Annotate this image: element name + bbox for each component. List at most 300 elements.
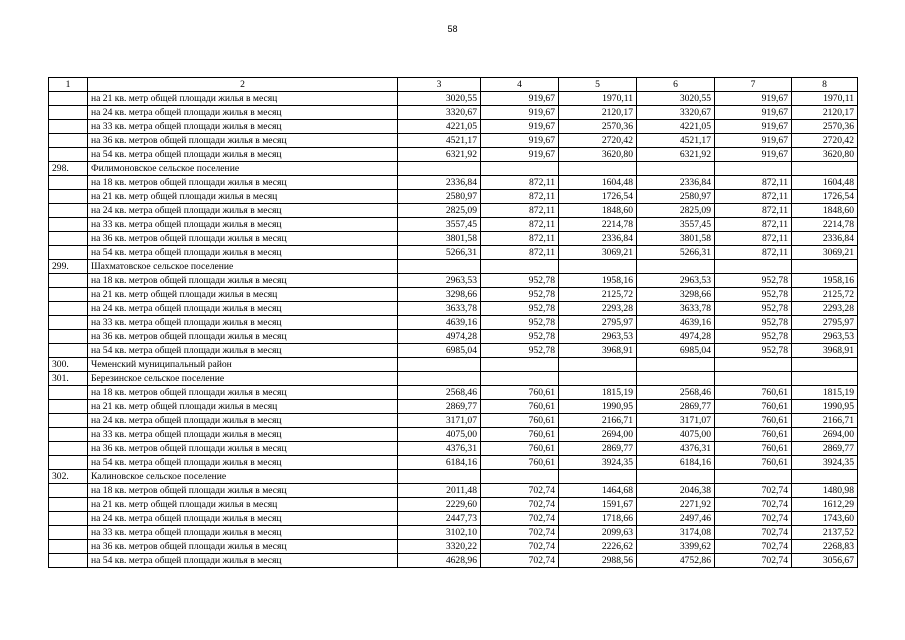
empty-cell xyxy=(792,260,858,274)
value-cell: 3020,55 xyxy=(637,92,715,106)
value-cell: 760,61 xyxy=(481,400,559,414)
value-cell: 3399,62 xyxy=(637,540,715,554)
table-row xyxy=(49,526,858,540)
value-cell: 4974,28 xyxy=(398,330,481,344)
value-cell: 952,78 xyxy=(481,316,559,330)
value-cell: 760,61 xyxy=(481,386,559,400)
row-description: на 54 кв. метра общей площади жилья в месяц xyxy=(88,554,398,568)
section-title: Березинское сельское поселение xyxy=(88,372,398,386)
row-number xyxy=(49,512,88,526)
empty-cell xyxy=(792,372,858,386)
table-row xyxy=(49,484,858,498)
value-cell: 1726,54 xyxy=(792,190,858,204)
value-cell: 2720,42 xyxy=(792,134,858,148)
value-cell: 1718,66 xyxy=(559,512,637,526)
row-description: на 54 кв. метра общей площади жилья в месяц xyxy=(88,148,398,162)
column-number: 2 xyxy=(88,78,398,92)
value-cell: 919,67 xyxy=(481,120,559,134)
row-number xyxy=(49,316,88,330)
value-cell: 760,61 xyxy=(715,400,792,414)
empty-cell xyxy=(715,260,792,274)
empty-cell xyxy=(481,470,559,484)
value-cell: 2166,71 xyxy=(559,414,637,428)
value-cell: 702,74 xyxy=(481,540,559,554)
value-cell: 872,11 xyxy=(481,176,559,190)
row-number: 298. xyxy=(49,162,88,176)
value-cell: 4521,17 xyxy=(398,134,481,148)
value-cell: 872,11 xyxy=(715,204,792,218)
value-cell: 702,74 xyxy=(715,498,792,512)
value-cell: 2120,17 xyxy=(792,106,858,120)
row-number xyxy=(49,246,88,260)
value-cell: 2568,46 xyxy=(637,386,715,400)
value-cell: 1970,11 xyxy=(792,92,858,106)
page-number: 58 xyxy=(447,24,458,34)
value-cell: 1990,95 xyxy=(792,400,858,414)
empty-cell xyxy=(481,372,559,386)
value-cell: 872,11 xyxy=(715,176,792,190)
empty-cell xyxy=(637,470,715,484)
section-title: Филимоновское сельское поселение xyxy=(88,162,398,176)
row-description: на 24 кв. метра общей площади жилья в месяц xyxy=(88,204,398,218)
value-cell: 872,11 xyxy=(715,232,792,246)
value-cell: 4628,96 xyxy=(398,554,481,568)
column-number: 3 xyxy=(398,78,481,92)
section-title: Шахматовское сельское поселение xyxy=(88,260,398,274)
value-cell: 2166,71 xyxy=(792,414,858,428)
value-cell: 1958,16 xyxy=(559,274,637,288)
table-row xyxy=(49,554,858,568)
empty-cell xyxy=(637,162,715,176)
table-row xyxy=(49,148,858,162)
row-description: на 21 кв. метр общей площади жилья в месяц xyxy=(88,190,398,204)
empty-cell xyxy=(481,162,559,176)
value-cell: 3298,66 xyxy=(637,288,715,302)
value-cell: 2869,77 xyxy=(398,400,481,414)
value-cell: 2580,97 xyxy=(398,190,481,204)
value-cell: 3801,58 xyxy=(398,232,481,246)
row-number xyxy=(49,190,88,204)
value-cell: 760,61 xyxy=(481,442,559,456)
value-cell: 919,67 xyxy=(481,92,559,106)
value-cell: 760,61 xyxy=(715,386,792,400)
row-description: на 36 кв. метров общей площади жилья в месяц xyxy=(88,330,398,344)
value-cell: 952,78 xyxy=(715,344,792,358)
empty-cell xyxy=(398,372,481,386)
value-cell: 2120,17 xyxy=(559,106,637,120)
value-cell: 1604,48 xyxy=(792,176,858,190)
section-title: Чеменский муниципальный район xyxy=(88,358,398,372)
table-row xyxy=(49,134,858,148)
value-cell: 952,78 xyxy=(481,344,559,358)
table-row xyxy=(49,204,858,218)
value-cell: 3924,35 xyxy=(559,456,637,470)
row-description: на 24 кв. метра общей площади жилья в месяц xyxy=(88,106,398,120)
value-cell: 3320,67 xyxy=(398,106,481,120)
row-description: на 24 кв. метра общей площади жилья в месяц xyxy=(88,512,398,526)
value-cell: 2497,46 xyxy=(637,512,715,526)
value-cell: 952,78 xyxy=(715,330,792,344)
value-cell: 760,61 xyxy=(715,428,792,442)
value-cell: 952,78 xyxy=(715,302,792,316)
empty-cell xyxy=(559,358,637,372)
value-cell: 702,74 xyxy=(481,554,559,568)
table-row xyxy=(49,190,858,204)
value-cell: 4639,16 xyxy=(398,316,481,330)
table-row xyxy=(49,106,858,120)
value-cell: 702,74 xyxy=(715,540,792,554)
empty-cell xyxy=(637,358,715,372)
value-cell: 872,11 xyxy=(481,190,559,204)
value-cell: 872,11 xyxy=(481,218,559,232)
value-cell: 952,78 xyxy=(481,274,559,288)
value-cell: 2570,36 xyxy=(559,120,637,134)
value-cell: 4376,31 xyxy=(637,442,715,456)
value-cell: 702,74 xyxy=(481,498,559,512)
value-cell: 2226,62 xyxy=(559,540,637,554)
row-description: на 33 кв. метра общей площади жилья в месяц xyxy=(88,120,398,134)
value-cell: 5266,31 xyxy=(637,246,715,260)
value-cell: 2447,73 xyxy=(398,512,481,526)
value-cell: 6184,16 xyxy=(637,456,715,470)
value-cell: 3171,07 xyxy=(398,414,481,428)
value-cell: 4075,00 xyxy=(637,428,715,442)
value-cell: 3633,78 xyxy=(398,302,481,316)
row-number xyxy=(49,218,88,232)
value-cell: 3171,07 xyxy=(637,414,715,428)
empty-cell xyxy=(637,372,715,386)
value-cell: 3620,80 xyxy=(792,148,858,162)
value-cell: 2869,77 xyxy=(637,400,715,414)
value-cell: 702,74 xyxy=(715,526,792,540)
value-cell: 3801,58 xyxy=(637,232,715,246)
value-cell: 702,74 xyxy=(715,484,792,498)
table-row xyxy=(49,232,858,246)
row-number xyxy=(49,554,88,568)
value-cell: 2214,78 xyxy=(792,218,858,232)
value-cell: 1591,67 xyxy=(559,498,637,512)
empty-cell xyxy=(715,470,792,484)
value-cell: 1743,60 xyxy=(792,512,858,526)
value-cell: 702,74 xyxy=(481,512,559,526)
value-cell: 3298,66 xyxy=(398,288,481,302)
table-body xyxy=(49,78,858,568)
value-cell: 2963,53 xyxy=(398,274,481,288)
value-cell: 2825,09 xyxy=(398,204,481,218)
row-description: на 18 кв. метров общей площади жилья в месяц xyxy=(88,176,398,190)
value-cell: 1815,19 xyxy=(792,386,858,400)
section-row xyxy=(49,358,858,372)
table-row xyxy=(49,512,858,526)
value-cell: 1958,16 xyxy=(792,274,858,288)
table-row xyxy=(49,414,858,428)
value-cell: 2336,84 xyxy=(398,176,481,190)
table-row xyxy=(49,92,858,106)
row-description: на 33 кв. метра общей площади жилья в месяц xyxy=(88,218,398,232)
row-description: на 21 кв. метр общей площади жилья в месяц xyxy=(88,400,398,414)
value-cell: 6985,04 xyxy=(637,344,715,358)
row-number xyxy=(49,148,88,162)
value-cell: 1480,98 xyxy=(792,484,858,498)
value-cell: 3557,45 xyxy=(398,218,481,232)
column-number: 5 xyxy=(559,78,637,92)
value-cell: 872,11 xyxy=(481,246,559,260)
row-description: на 24 кв. метра общей площади жилья в месяц xyxy=(88,414,398,428)
value-cell: 1726,54 xyxy=(559,190,637,204)
value-cell: 2963,53 xyxy=(637,274,715,288)
value-cell: 2988,56 xyxy=(559,554,637,568)
row-description: на 36 кв. метров общей площади жилья в месяц xyxy=(88,442,398,456)
empty-cell xyxy=(715,372,792,386)
row-description: на 18 кв. метров общей площади жилья в месяц xyxy=(88,484,398,498)
table-row xyxy=(49,456,858,470)
value-cell: 2271,92 xyxy=(637,498,715,512)
value-cell: 2869,77 xyxy=(559,442,637,456)
value-cell: 3924,35 xyxy=(792,456,858,470)
row-description: на 54 кв. метра общей площади жилья в месяц xyxy=(88,456,398,470)
value-cell: 4521,17 xyxy=(637,134,715,148)
value-cell: 2694,00 xyxy=(559,428,637,442)
table-row xyxy=(49,288,858,302)
value-cell: 760,61 xyxy=(481,428,559,442)
section-row xyxy=(49,470,858,484)
empty-cell xyxy=(792,162,858,176)
value-cell: 3633,78 xyxy=(637,302,715,316)
value-cell: 2570,36 xyxy=(792,120,858,134)
value-cell: 3968,91 xyxy=(559,344,637,358)
value-cell: 3069,21 xyxy=(559,246,637,260)
column-number: 6 xyxy=(637,78,715,92)
value-cell: 952,78 xyxy=(481,288,559,302)
value-cell: 4075,00 xyxy=(398,428,481,442)
value-cell: 919,67 xyxy=(715,134,792,148)
value-cell: 3968,91 xyxy=(792,344,858,358)
value-cell: 3174,08 xyxy=(637,526,715,540)
empty-cell xyxy=(481,358,559,372)
value-cell: 702,74 xyxy=(481,484,559,498)
value-cell: 4752,86 xyxy=(637,554,715,568)
value-cell: 952,78 xyxy=(715,288,792,302)
row-description: на 21 кв. метр общей площади жилья в месяц xyxy=(88,498,398,512)
column-number-row xyxy=(49,78,858,92)
section-row xyxy=(49,162,858,176)
value-cell: 3069,21 xyxy=(792,246,858,260)
row-description: на 33 кв. метра общей площади жилья в месяц xyxy=(88,428,398,442)
value-cell: 760,61 xyxy=(715,414,792,428)
row-number xyxy=(49,134,88,148)
value-cell: 919,67 xyxy=(481,148,559,162)
value-cell: 760,61 xyxy=(481,414,559,428)
empty-cell xyxy=(792,358,858,372)
value-cell: 3020,55 xyxy=(398,92,481,106)
value-cell: 3557,45 xyxy=(637,218,715,232)
table-row xyxy=(49,428,858,442)
value-cell: 2963,53 xyxy=(792,330,858,344)
value-cell: 702,74 xyxy=(715,554,792,568)
row-description: на 33 кв. метра общей площади жилья в месяц xyxy=(88,316,398,330)
value-cell: 2046,38 xyxy=(637,484,715,498)
row-number xyxy=(49,428,88,442)
row-description: на 36 кв. метров общей площади жилья в месяц xyxy=(88,134,398,148)
row-description: на 18 кв. метров общей площади жилья в месяц xyxy=(88,386,398,400)
row-number: 302. xyxy=(49,470,88,484)
value-cell: 2825,09 xyxy=(637,204,715,218)
empty-cell xyxy=(637,260,715,274)
value-cell: 919,67 xyxy=(715,120,792,134)
value-cell: 2568,46 xyxy=(398,386,481,400)
value-cell: 2336,84 xyxy=(559,232,637,246)
value-cell: 872,11 xyxy=(481,232,559,246)
value-cell: 952,78 xyxy=(715,316,792,330)
empty-cell xyxy=(398,358,481,372)
row-number xyxy=(49,540,88,554)
value-cell: 3102,10 xyxy=(398,526,481,540)
column-number: 4 xyxy=(481,78,559,92)
value-cell: 952,78 xyxy=(481,330,559,344)
row-number xyxy=(49,204,88,218)
value-cell: 702,74 xyxy=(715,512,792,526)
table-row xyxy=(49,274,858,288)
value-cell: 1815,19 xyxy=(559,386,637,400)
value-cell: 919,67 xyxy=(715,106,792,120)
section-row xyxy=(49,372,858,386)
value-cell: 1464,68 xyxy=(559,484,637,498)
table-row xyxy=(49,344,858,358)
row-description: на 33 кв. метра общей площади жилья в месяц xyxy=(88,526,398,540)
value-cell: 2336,84 xyxy=(792,232,858,246)
table-row xyxy=(49,218,858,232)
value-cell: 872,11 xyxy=(481,204,559,218)
value-cell: 4221,05 xyxy=(398,120,481,134)
value-cell: 2580,97 xyxy=(637,190,715,204)
value-cell: 760,61 xyxy=(715,442,792,456)
row-number: 299. xyxy=(49,260,88,274)
value-cell: 1848,60 xyxy=(559,204,637,218)
empty-cell xyxy=(398,162,481,176)
empty-cell xyxy=(559,372,637,386)
table-row xyxy=(49,386,858,400)
value-cell: 2720,42 xyxy=(559,134,637,148)
value-cell: 919,67 xyxy=(481,134,559,148)
row-number xyxy=(49,288,88,302)
row-description: на 54 кв. метра общей площади жилья в месяц xyxy=(88,246,398,260)
row-number xyxy=(49,498,88,512)
table-row xyxy=(49,540,858,554)
value-cell: 919,67 xyxy=(715,148,792,162)
value-cell: 919,67 xyxy=(715,92,792,106)
value-cell: 4974,28 xyxy=(637,330,715,344)
value-cell: 6321,92 xyxy=(637,148,715,162)
value-cell: 872,11 xyxy=(715,190,792,204)
value-cell: 2214,78 xyxy=(559,218,637,232)
tariff-table xyxy=(48,77,858,568)
row-number xyxy=(49,456,88,470)
row-number xyxy=(49,526,88,540)
row-number xyxy=(49,344,88,358)
value-cell: 1990,95 xyxy=(559,400,637,414)
empty-cell xyxy=(398,470,481,484)
value-cell: 2137,52 xyxy=(792,526,858,540)
row-number xyxy=(49,302,88,316)
value-cell: 5266,31 xyxy=(398,246,481,260)
table-row xyxy=(49,442,858,456)
value-cell: 2125,72 xyxy=(792,288,858,302)
row-number xyxy=(49,120,88,134)
row-number xyxy=(49,386,88,400)
value-cell: 1604,48 xyxy=(559,176,637,190)
value-cell: 6985,04 xyxy=(398,344,481,358)
value-cell: 872,11 xyxy=(715,246,792,260)
value-cell: 3620,80 xyxy=(559,148,637,162)
table-row xyxy=(49,498,858,512)
value-cell: 3056,67 xyxy=(792,554,858,568)
value-cell: 1612,29 xyxy=(792,498,858,512)
value-cell: 760,61 xyxy=(481,456,559,470)
table-row xyxy=(49,302,858,316)
value-cell: 872,11 xyxy=(715,218,792,232)
table-row xyxy=(49,330,858,344)
value-cell: 3320,22 xyxy=(398,540,481,554)
row-description: на 24 кв. метра общей площади жилья в месяц xyxy=(88,302,398,316)
value-cell: 3320,67 xyxy=(637,106,715,120)
value-cell: 4639,16 xyxy=(637,316,715,330)
section-row xyxy=(49,260,858,274)
row-number: 301. xyxy=(49,372,88,386)
row-number xyxy=(49,414,88,428)
row-number xyxy=(49,176,88,190)
value-cell: 2795,97 xyxy=(559,316,637,330)
value-cell: 1848,60 xyxy=(792,204,858,218)
value-cell: 2293,28 xyxy=(792,302,858,316)
row-number: 300. xyxy=(49,358,88,372)
value-cell: 2125,72 xyxy=(559,288,637,302)
value-cell: 760,61 xyxy=(715,456,792,470)
value-cell: 4221,05 xyxy=(637,120,715,134)
table-row xyxy=(49,316,858,330)
value-cell: 952,78 xyxy=(715,274,792,288)
value-cell: 2011,48 xyxy=(398,484,481,498)
value-cell: 919,67 xyxy=(481,106,559,120)
value-cell: 1970,11 xyxy=(559,92,637,106)
column-number: 7 xyxy=(715,78,792,92)
section-title: Калиновское сельское поселение xyxy=(88,470,398,484)
value-cell: 2099,63 xyxy=(559,526,637,540)
value-cell: 2694,00 xyxy=(792,428,858,442)
column-number: 8 xyxy=(792,78,858,92)
row-number xyxy=(49,400,88,414)
row-number xyxy=(49,484,88,498)
row-description: на 21 кв. метр общей площади жилья в месяц xyxy=(88,92,398,106)
row-number xyxy=(49,274,88,288)
row-description: на 54 кв. метра общей площади жилья в месяц xyxy=(88,344,398,358)
value-cell: 2268,83 xyxy=(792,540,858,554)
row-description: на 21 кв. метр общей площади жилья в месяц xyxy=(88,288,398,302)
empty-cell xyxy=(715,162,792,176)
empty-cell xyxy=(792,470,858,484)
value-cell: 4376,31 xyxy=(398,442,481,456)
row-description: на 18 кв. метров общей площади жилья в месяц xyxy=(88,274,398,288)
value-cell: 2869,77 xyxy=(792,442,858,456)
value-cell: 6184,16 xyxy=(398,456,481,470)
value-cell: 6321,92 xyxy=(398,148,481,162)
empty-cell xyxy=(559,260,637,274)
value-cell: 2795,97 xyxy=(792,316,858,330)
table-row xyxy=(49,400,858,414)
empty-cell xyxy=(715,358,792,372)
value-cell: 2963,53 xyxy=(559,330,637,344)
row-description: на 36 кв. метров общей площади жилья в месяц xyxy=(88,232,398,246)
table-row xyxy=(49,176,858,190)
